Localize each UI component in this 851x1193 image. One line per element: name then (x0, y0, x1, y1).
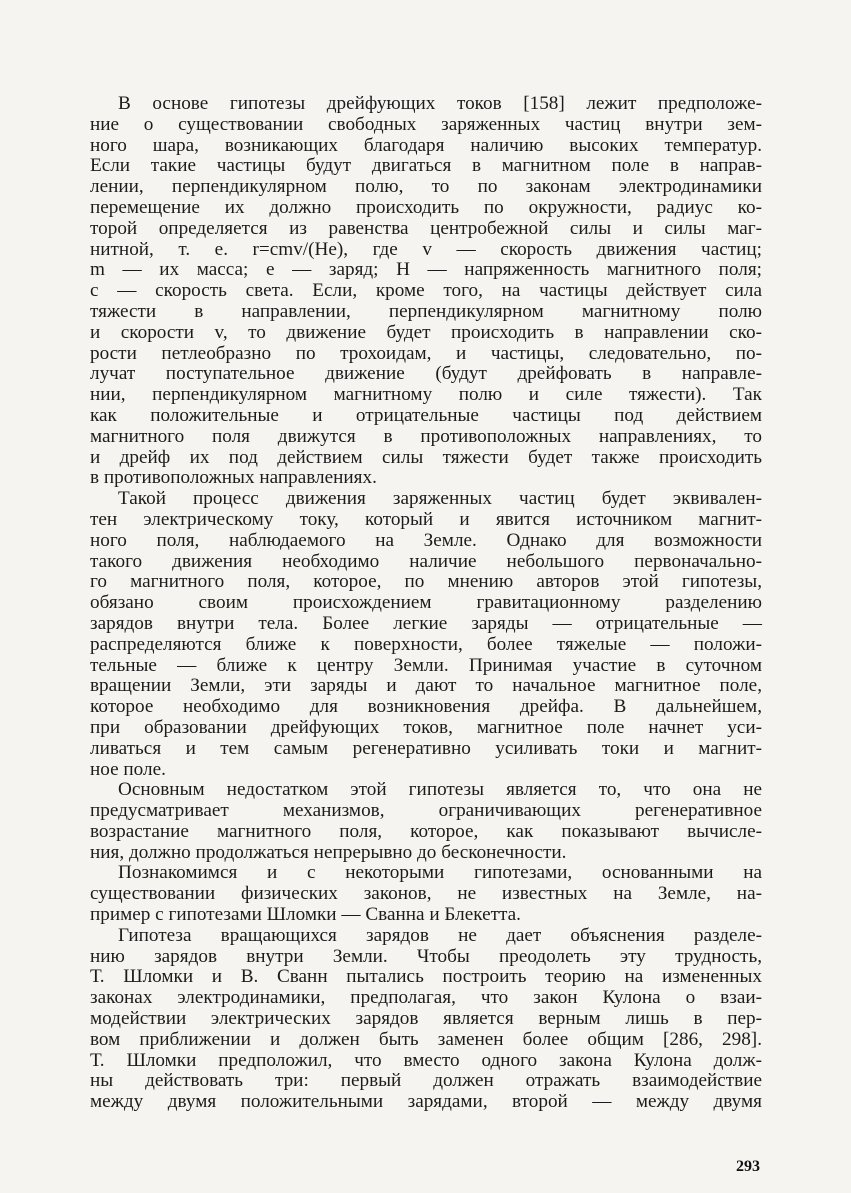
text-line: которое необходимо для возникновения дрейфа. В дальнейшем, (90, 696, 762, 718)
text-line: нии, перпендикулярном магнитному полю и силе тяжести). Так (90, 384, 762, 406)
text-line: лении, перпендикулярном полю, то по законам электродинамики (90, 176, 762, 198)
text-line: В основе гипотезы дрейфующих токов [158] лежит предположе- (118, 93, 762, 114)
text-line: существовании физических законов, не известных на Земле, на- (90, 883, 762, 905)
text-line: тельные — ближе к центру Земли. Принимая участие в суточном (90, 654, 762, 676)
text-line: нитной, т. е. r=cmv/(He), где v — скорость движения частиц; (90, 238, 762, 260)
text-line: между двумя положительными зарядами, второй — между двумя (90, 1091, 762, 1113)
text-line: вом приближении и должен быть заменен более общим [286, 298]. (90, 1028, 762, 1050)
text-line: m — их масса; e — заряд; H — напряженность магнитного поля; (90, 259, 762, 281)
text-line: такого движения необходимо наличие небольшого первоначально- (90, 550, 762, 572)
text-line: Т. Шломки предположил, что вместо одного закона Кулона долж- (90, 1049, 762, 1071)
text-line: и дрейф их под действием силы тяжести будет также происходить (90, 446, 762, 468)
text-line: го магнитного поля, которое, по мнению авторов этой гипотезы, (90, 571, 762, 593)
text-line: Такой процесс движения заряженных частиц будет эквивален- (118, 488, 762, 510)
text-line: нию зарядов внутри Земли. Чтобы преодолеть эту трудность, (90, 945, 762, 967)
body-text (90, 94, 762, 1113)
text-line: Если такие частицы будут двигаться в магнитном поле в направ- (90, 155, 762, 177)
text-line: Т. Шломки и В. Сванн пытались построить теорию на измененных (90, 966, 762, 988)
text-line: ного поля, наблюдаемого на Земле. Однако для возможности (90, 529, 762, 551)
text-line: модействии электрических зарядов является верным лишь в пер- (90, 1008, 762, 1030)
text-line: как положительные и отрицательные частицы под действием (90, 404, 762, 426)
text-line: тяжести в направлении, перпендикулярном магнитному полю (90, 300, 762, 322)
text-line: Гипотеза вращающихся зарядов не дает объяснения разделе- (118, 924, 762, 946)
text-line: обязано своим происхождением гравитационному разделению (90, 592, 762, 614)
text-line: вращении Земли, эти заряды и дают то начальное магнитное поле, (90, 675, 762, 697)
text-line: Основным недостатком этой гипотезы является то, что она не (118, 779, 762, 801)
text-line: ное поле. (90, 758, 166, 780)
text-line: рости петлеобразно по трохоидам, и частицы, следовательно, по- (90, 342, 762, 364)
text-line: распределяются ближе к поверхности, более тяжелые — положи- (90, 633, 762, 655)
text-line: возрастание магнитного поля, которое, как показывают вычисле- (90, 820, 762, 842)
text-line: ного шара, возникающих благодаря наличию высоких температур. (90, 134, 762, 156)
text-line: при образовании дрейфующих токов, магнитное поле начнет уси- (90, 716, 762, 738)
text-line: лучат поступательное движение (будут дрейфовать в направле- (90, 363, 762, 385)
text-line: тен электрическому току, который и явится источником магнит- (90, 508, 762, 530)
paragraph-2 (90, 489, 762, 780)
page-number: 293 (736, 1158, 760, 1175)
text-line: ние о существовании свободных заряженных частиц внутри зем- (90, 113, 762, 135)
text-line: в противоположных направлениях. (90, 467, 377, 489)
text-line: перемещение их должно происходить по окружности, радиус ко- (90, 196, 762, 218)
text-line: зарядов внутри тела. Более легкие заряды — отрицательные — (90, 612, 762, 634)
text-line: предусматривает механизмов, ограничивающих регенеративное (90, 800, 762, 822)
text-line: торой определяется из равенства центробежной силы и силы маг- (90, 217, 762, 239)
paragraph-4 (90, 863, 762, 925)
text-line: законах электродинамики, предполагая, что закон Кулона о взаи- (90, 987, 762, 1009)
text-line: ния, должно продолжаться непрерывно до бесконечности. (90, 841, 567, 863)
paragraph-1 (90, 94, 762, 489)
text-line: c — скорость света. Если, кроме того, на частицы действует сила (90, 280, 762, 302)
text-line: ны действовать три: первый должен отражать взаимодействие (90, 1070, 762, 1092)
text-line: и скорости v, то движение будет происходить в направлении ско- (90, 321, 762, 343)
text-line: ливаться и тем самым регенеративно усиливать токи и магнит- (90, 737, 762, 759)
paragraph-3 (90, 780, 762, 863)
text-line: Познакомимся и с некоторыми гипотезами, основанными на (118, 862, 762, 884)
paragraph-5 (90, 926, 762, 1113)
text-line: магнитного поля движутся в противоположных направлениях, то (90, 425, 762, 447)
text-line: пример с гипотезами Шломки — Сванна и Блекетта. (90, 904, 521, 926)
